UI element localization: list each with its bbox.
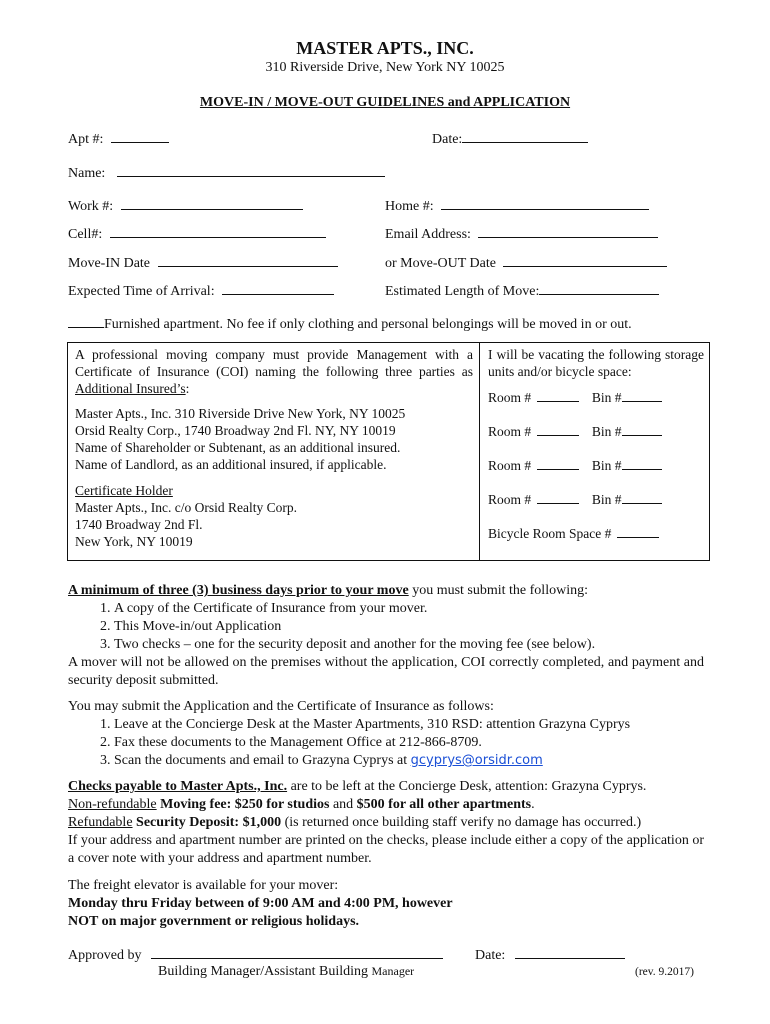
furnished-checkline[interactable] [68,314,104,328]
move-in-line[interactable] [158,253,338,267]
date-line[interactable] [462,129,588,143]
fee-studios: $250 for studios [234,797,330,812]
certificate-holder-heading: Certificate Holder [75,483,173,498]
submission-section [68,698,704,770]
apt-field[interactable] [68,129,169,148]
elevator-holidays: NOT on major government or religious holidays. [68,914,360,929]
requirements-lead [68,582,704,600]
coi-intro [75,346,473,397]
storage-row-4[interactable] [488,490,704,508]
email-field[interactable] [385,224,658,243]
bin-label: Bin # [591,492,622,507]
fee-period: . [531,797,535,812]
room-label: Room # [488,390,532,405]
bin-line[interactable] [622,388,662,402]
additional-insured-colon: : [185,381,190,396]
room-line[interactable] [537,456,579,470]
arrival-field[interactable] [68,281,334,300]
date-label: Date: [432,132,463,147]
apt-line[interactable] [111,129,169,143]
requirements-section [68,582,704,690]
holder-line-1: Master Apts., Inc. c/o Orsid Realty Corp. [75,500,297,515]
bin-label: Bin # [591,458,622,473]
requirement-item: 1. A copy of the Certificate of Insurance from your mover. [114,600,704,618]
email-link[interactable]: gcyprys@orsidr.com [410,753,543,768]
bin-label: Bin # [591,424,622,439]
elevator-section [68,877,704,931]
room-line[interactable] [537,490,579,504]
requirements-list [68,600,704,654]
box-divider [479,343,480,560]
storage-row-2[interactable] [488,422,704,440]
elevator-hours: Monday thru Friday between of 9:00 AM and 4:00 PM, however [68,896,453,911]
submission-item-text: Scan the documents and email to Grazyna Cyprys at [114,753,411,768]
company-name: MASTER APTS., INC. [296,38,474,58]
deposit-amount: $1,000 [242,815,282,830]
move-out-field[interactable] [385,253,667,272]
requirement-item: 3. Two checks – one for the security deposit and another for the moving fee (see below). [114,636,704,654]
manager-caption-small: Manager [371,964,415,978]
home-line[interactable] [441,196,649,210]
moving-fee-line [68,796,704,814]
name-field[interactable] [68,163,385,182]
work-label: Work #: [68,199,114,214]
room-line[interactable] [537,388,579,402]
holder-line-2: 1740 Broadway 2nd Fl. [75,517,203,532]
work-line[interactable] [121,196,303,210]
email-label: Email Address: [385,227,471,242]
deposit-colon: : [234,815,243,830]
submission-item: 1. Leave at the Concierge Desk at the Master Apartments, 310 RSD: attention Grazyna Cyprys [114,716,704,734]
move-out-label: or Move-OUT Date [385,256,496,271]
submission-lead: You may submit the Application and the Certificate of Insurance as follows: [68,699,494,714]
bin-line[interactable] [622,490,662,504]
company-address: 310 Riverside Drive, New York NY 10025 [265,60,505,75]
cell-field[interactable] [68,224,326,243]
arrival-line[interactable] [222,281,334,295]
submission-item: 2. Fax these documents to the Management Office at 212-866-8709. [114,734,704,752]
checks-payable: Checks payable to Master Apts., Inc. [68,779,288,794]
security-deposit-label: Security Deposit [132,815,235,830]
checks-payable-line [68,778,704,796]
mover-warning: A mover will not be allowed on the premises without the application, COI correctly completed, and payment and security deposit submitted. [68,655,704,688]
manager-caption-text: Building Manager/Assistant Building [158,964,368,979]
nonrefundable-label: Non-refundable [68,797,157,812]
form-title: MOVE-IN / MOVE-OUT GUIDELINES and APPLICATION [199,95,571,110]
storage-row-1[interactable] [488,388,704,406]
bicycle-label: Bicycle Room Space # [488,526,612,541]
approval-date-line[interactable] [515,945,625,959]
room-label: Room # [488,458,532,473]
moving-fee-label: Moving fee [156,797,227,812]
arrival-label: Expected Time of Arrival: [68,284,215,299]
home-field[interactable] [385,196,649,215]
length-line[interactable] [539,281,659,295]
length-field[interactable] [385,281,659,300]
furnished-label: Furnished apartment. No fee if only clothing and personal belongings will be moved in or out. [104,317,632,332]
fee-other: $500 for all other apartments [356,797,532,812]
deposit-note: (is returned once building staff verify no damage has occurred.) [281,815,642,830]
approval-date-field[interactable] [475,945,625,964]
room-label: Room # [488,492,532,507]
move-out-line[interactable] [503,253,667,267]
insured-line-3: Name of Shareholder or Subtenant, as an additional insured. [75,440,401,455]
work-field[interactable] [68,196,303,215]
date-field[interactable] [432,129,588,148]
length-label: Estimated Length of Move: [385,284,540,299]
deposit-line [68,814,704,832]
name-label: Name: [68,166,106,181]
home-label: Home #: [385,199,434,214]
bin-line[interactable] [622,422,662,436]
manager-caption [158,964,414,980]
cell-line[interactable] [110,224,326,238]
furnished-field[interactable] [68,314,632,333]
checks-section [68,778,704,868]
elevator-lead: The freight elevator is available for your mover: [68,878,339,893]
coi-intro-text: A professional moving company must provide Management with a Certificate of Insurance (COI) naming the following three parties as [75,347,473,379]
room-line[interactable] [537,422,579,436]
move-in-label: Move-IN Date [68,256,151,271]
checks-note: If your address and apartment number are printed on the checks, please include either a copy of the application or a cover note with your address and apartment number. [68,833,704,866]
additional-insured-heading: Additional Insured’s [75,381,186,396]
insured-line-2: Orsid Realty Corp., 1740 Broadway 2nd Fl. NY, NY 10019 [75,423,396,438]
bicycle-line[interactable] [617,524,659,538]
fee-and: and [329,797,357,812]
refundable-label: Refundable [68,815,133,830]
storage-intro: I will be vacating the following storage units and/or bicycle space: [488,347,704,379]
moving-fee-colon: : [226,797,235,812]
room-label: Room # [488,424,532,439]
submission-item [114,752,704,770]
checks-payable-rest: are to be left at the Concierge Desk, attention: Grazyna Cyprys. [287,779,647,794]
requirements-lead-rest: you must submit the following: [408,583,588,598]
requirements-deadline: A minimum of three (3) business days prior to your move [68,583,409,598]
approved-field[interactable] [68,945,443,964]
apt-label: Apt #: [68,132,104,147]
bin-label: Bin # [591,390,622,405]
insured-line-4: Name of Landlord, as an additional insured, if applicable. [75,457,387,472]
move-in-field[interactable] [68,253,338,272]
insurance-storage-box [67,342,710,561]
holder-line-3: New York, NY 10019 [75,534,193,549]
insured-line-1: Master Apts., Inc. 310 Riverside Drive New York, NY 10025 [75,406,406,421]
revision-note: (rev. 9.2017) [635,966,694,978]
approved-label: Approved by [68,948,142,963]
email-line[interactable] [478,224,658,238]
submission-list [68,716,704,770]
requirement-item: 2. This Move-in/out Application [114,618,704,636]
cell-label: Cell#: [68,227,103,242]
name-line[interactable] [117,163,385,177]
bin-line[interactable] [622,456,662,470]
approval-date-label: Date: [475,948,506,963]
storage-row-3[interactable] [488,456,704,474]
bicycle-row[interactable] [488,524,704,542]
approved-signature-line[interactable] [151,945,443,959]
